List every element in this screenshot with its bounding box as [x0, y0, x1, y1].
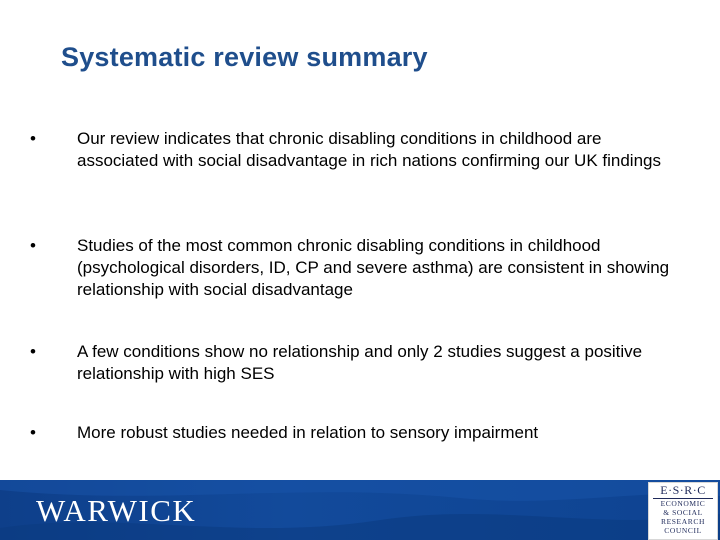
esrc-logo	[648, 482, 718, 540]
bullet-text: Our review indicates that chronic disabling conditions in childhood are associated with social disadvantage in rich nations confirming our UK findings	[77, 129, 661, 170]
bullet-item	[30, 422, 670, 444]
bullet-item	[30, 341, 670, 385]
warwick-logo: WARWICK	[36, 493, 197, 528]
esrc-logo-line: RESEARCH	[661, 517, 705, 526]
footer-bar	[0, 480, 720, 540]
esrc-logo-line: ECONOMIC	[660, 499, 706, 508]
slide-title: Systematic review summary	[61, 42, 428, 72]
bullet-marker: •	[30, 236, 36, 255]
bullet-text: Studies of the most common chronic disabling conditions in childhood (psychological disorders, ID, CP and severe asthma) are consistent in showing relationship with social disadvantage	[77, 236, 670, 299]
esrc-logo-line: & SOCIAL	[663, 508, 703, 517]
bullet-text: A few conditions show no relationship and only 2 studies suggest a positive relationship with high SES	[77, 342, 643, 383]
bullet-marker: •	[30, 129, 36, 148]
bullet-text: More robust studies needed in relation to sensory impairment	[77, 423, 539, 442]
bullet-marker: •	[30, 342, 36, 361]
esrc-logo-acronym: E·S·R·C	[653, 484, 713, 499]
bullet-marker: •	[30, 423, 36, 442]
esrc-logo-line: COUNCIL	[664, 526, 702, 535]
bullet-item	[30, 128, 670, 172]
bullet-item	[30, 235, 670, 301]
